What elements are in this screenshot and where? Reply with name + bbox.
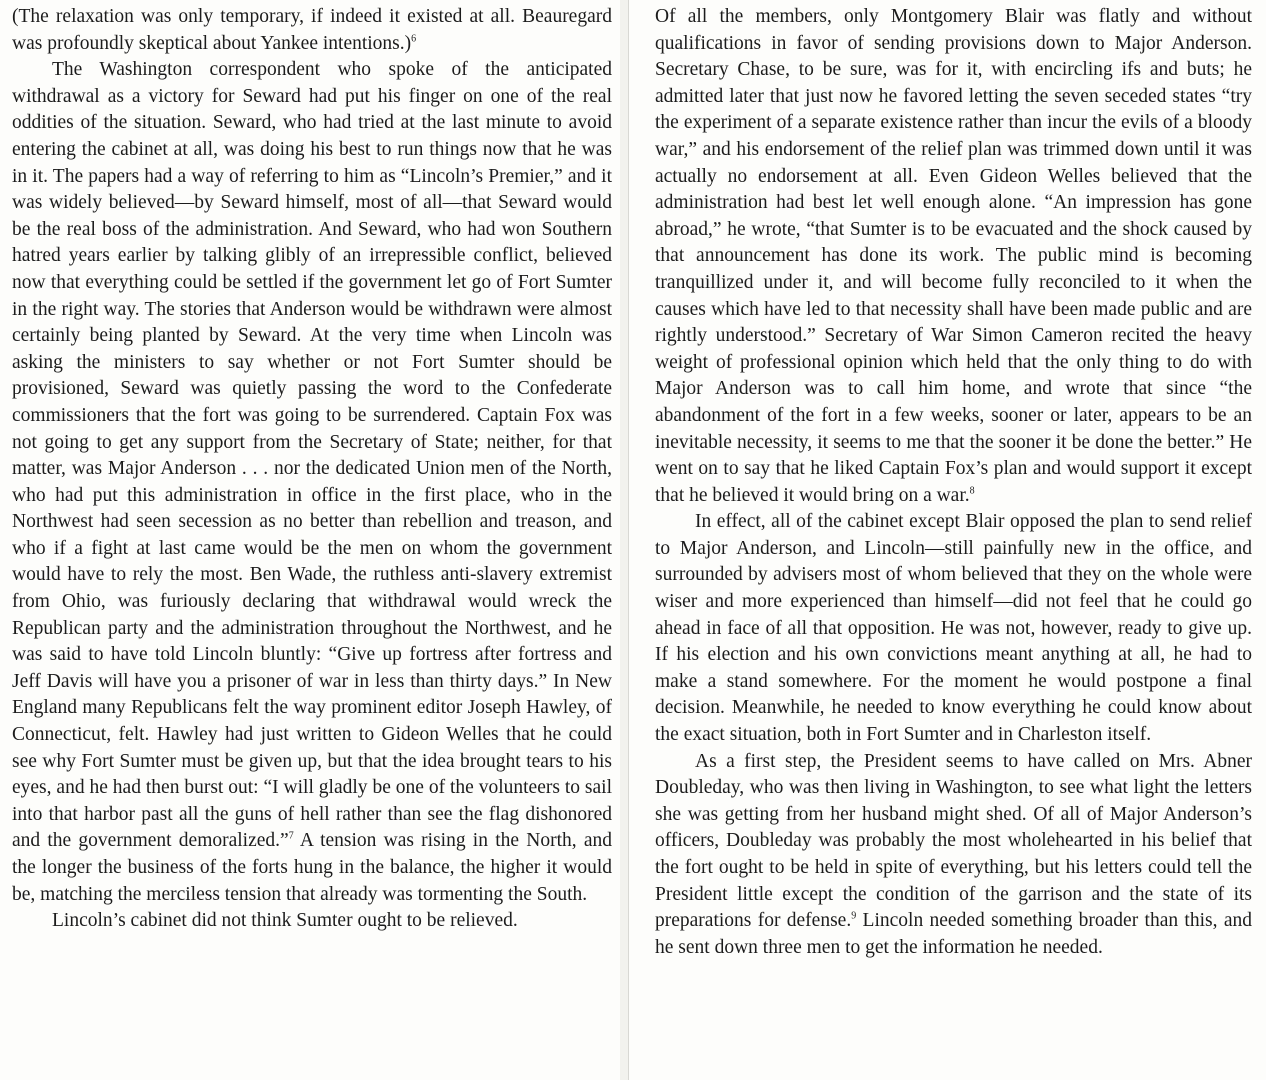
paragraph-text: Lincoln’s cabinet did not think Sumter ought to be relieved. bbox=[52, 910, 518, 932]
footnote-marker: 7 bbox=[288, 830, 294, 842]
paragraph-p6 bbox=[655, 749, 1252, 962]
paragraph-p5 bbox=[655, 509, 1252, 748]
paragraph-text: Of all the members, only Montgomery Blair was flatly and without qualifications in favor of sending provisions down to Major Anderson. Secretary Chase, to be sure, was for it, with encircling ifs and buts; he admitted later that just now he favored letting the seven seceded states “try the experiment of a separate existence rather than incur the evils of a bloody war,” and his endorsement of the relief plan was trimmed down until it was actually no endorsement at all. Even Gideon Welles believed that the administration had best let well enough alone. “An impression has gone abroad,” he wrote, “that Sumter is to be evacuated and the shock caused by that announcement has done its work. The public mind is becoming tranquillized under it, and will become fully reconciled to it when the causes which have led to that necessity shall have been made public and are rightly understood.” Secretary of War Simon Cameron recited the heavy weight of professional opinion which held that the only thing to do with Major Anderson was to call him home, and wrote that since “the abandonment of the fort in a few weeks, sooner or later, appears to be an inevitable necessity, it seems to me that the sooner it be done the better.” He went on to say that he liked Captain Fox’s plan and would support it except that he believed it would bring on a war. bbox=[655, 6, 1252, 506]
footnote-marker: 8 bbox=[969, 485, 975, 497]
paragraph-text: Lincoln needed something broader than this, and he sent down three men to get the information he needed. bbox=[655, 910, 1252, 958]
paragraph-p1 bbox=[12, 4, 612, 57]
paragraph-text: (The relaxation was only temporary, if indeed it existed at all. Beauregard was profoundly skeptical about Yankee intentions.) bbox=[12, 6, 612, 54]
left-page bbox=[0, 0, 620, 1080]
paragraph-text: A tension was rising in the North, and the longer the business of the forts hung in the balance, the higher it would be, matching the merciless tension that already was tormenting the South. bbox=[12, 830, 612, 905]
paragraph-p3 bbox=[12, 908, 612, 935]
left-page-text bbox=[12, 4, 612, 935]
paragraph-p4 bbox=[655, 4, 1252, 509]
right-page-text bbox=[655, 4, 1252, 961]
paragraph-text: In effect, all of the cabinet except Blair opposed the plan to send relief to Major Anderson, and Lincoln—still painfully new in the office, and surrounded by advisers most of whom believed that they on the whole were wiser and more experienced than himself—did not feel that he could go ahead in face of all that opposition. He was not, however, ready to give up. If his election and his own convictions meant anything at all, he had to make a stand somewhere. For the moment he would postpone a final decision. Meanwhile, he needed to know everything he could know about the exact situation, both in Fort Sumter and in Charleston itself. bbox=[655, 511, 1252, 746]
footnote-marker: 9 bbox=[851, 910, 857, 922]
paragraph-text: The Washington correspondent who spoke of the anticipated withdrawal as a victory for Seward had put his finger on one of the real oddities of the situation. Seward, who had tried at the last minute to avoid entering the cabinet at all, was doing his best to run things now that he was in it. The papers had a way of referring to him as “Lincoln’s Premier,” and it was widely believed—by Seward himself, most of all—that Seward would be the real boss of the administration. And Seward, who had won Southern hatred years earlier by talking glibly of an irrepressible conflict, believed now that everything could be settled if the government let go of Fort Sumter in the right way. The stories that Anderson would be withdrawn were almost certainly being planted by Seward. At the very time when Lincoln was asking the ministers to say whether or not Fort Sumter should be provisioned, Seward was quietly passing the word to the Confederate commissioners that the fort was going to be surrendered. Captain Fox was not going to get any support from the Secretary of State; neither, for that matter, was Major Anderson . . . nor the dedicated Union men of the North, who had put this administration in office in the first place, who in the Northwest had seen secession as no better than rebellion and treason, and who if a fight at last came would be the men on whom the government would have to rely the most. Ben Wade, the ruthless anti-slavery extremist from Ohio, was furiously declaring that withdrawal would wreck the Republican party and the administration throughout the Northwest, and he was said to have told Lincoln bluntly: “Give up fortress after fortress and Jeff Davis will have you a prisoner of war in less than thirty days.” In New England many Republicans felt the way prominent editor Joseph Hawley, of Connecticut, felt. Hawley had just written to Gideon Welles that he could see why Fort Sumter must be given up, but that the idea brought tears to his eyes, and he had then burst out: “I will gladly be one of the volunteers to sail into that harbor past all the guns of hell rather than see the flag dishonored and the government demoralized.” bbox=[12, 59, 612, 852]
right-page bbox=[628, 0, 1266, 1080]
paragraph-p2 bbox=[12, 57, 612, 908]
footnote-marker: 6 bbox=[411, 33, 417, 45]
paragraph-text: As a first step, the President seems to have called on Mrs. Abner Doubleday, who was then living in Washington, to see what light the letters she was getting from her husband might shed. Of all of Major Anderson’s officers, Doubleday was probably the most wholehearted in his belief that the fort ought to be held in spite of everything, but his letters could tell the President little except the condition of the garrison and the state of its preparations for defense. bbox=[655, 750, 1252, 932]
page-gutter bbox=[620, 0, 628, 1080]
